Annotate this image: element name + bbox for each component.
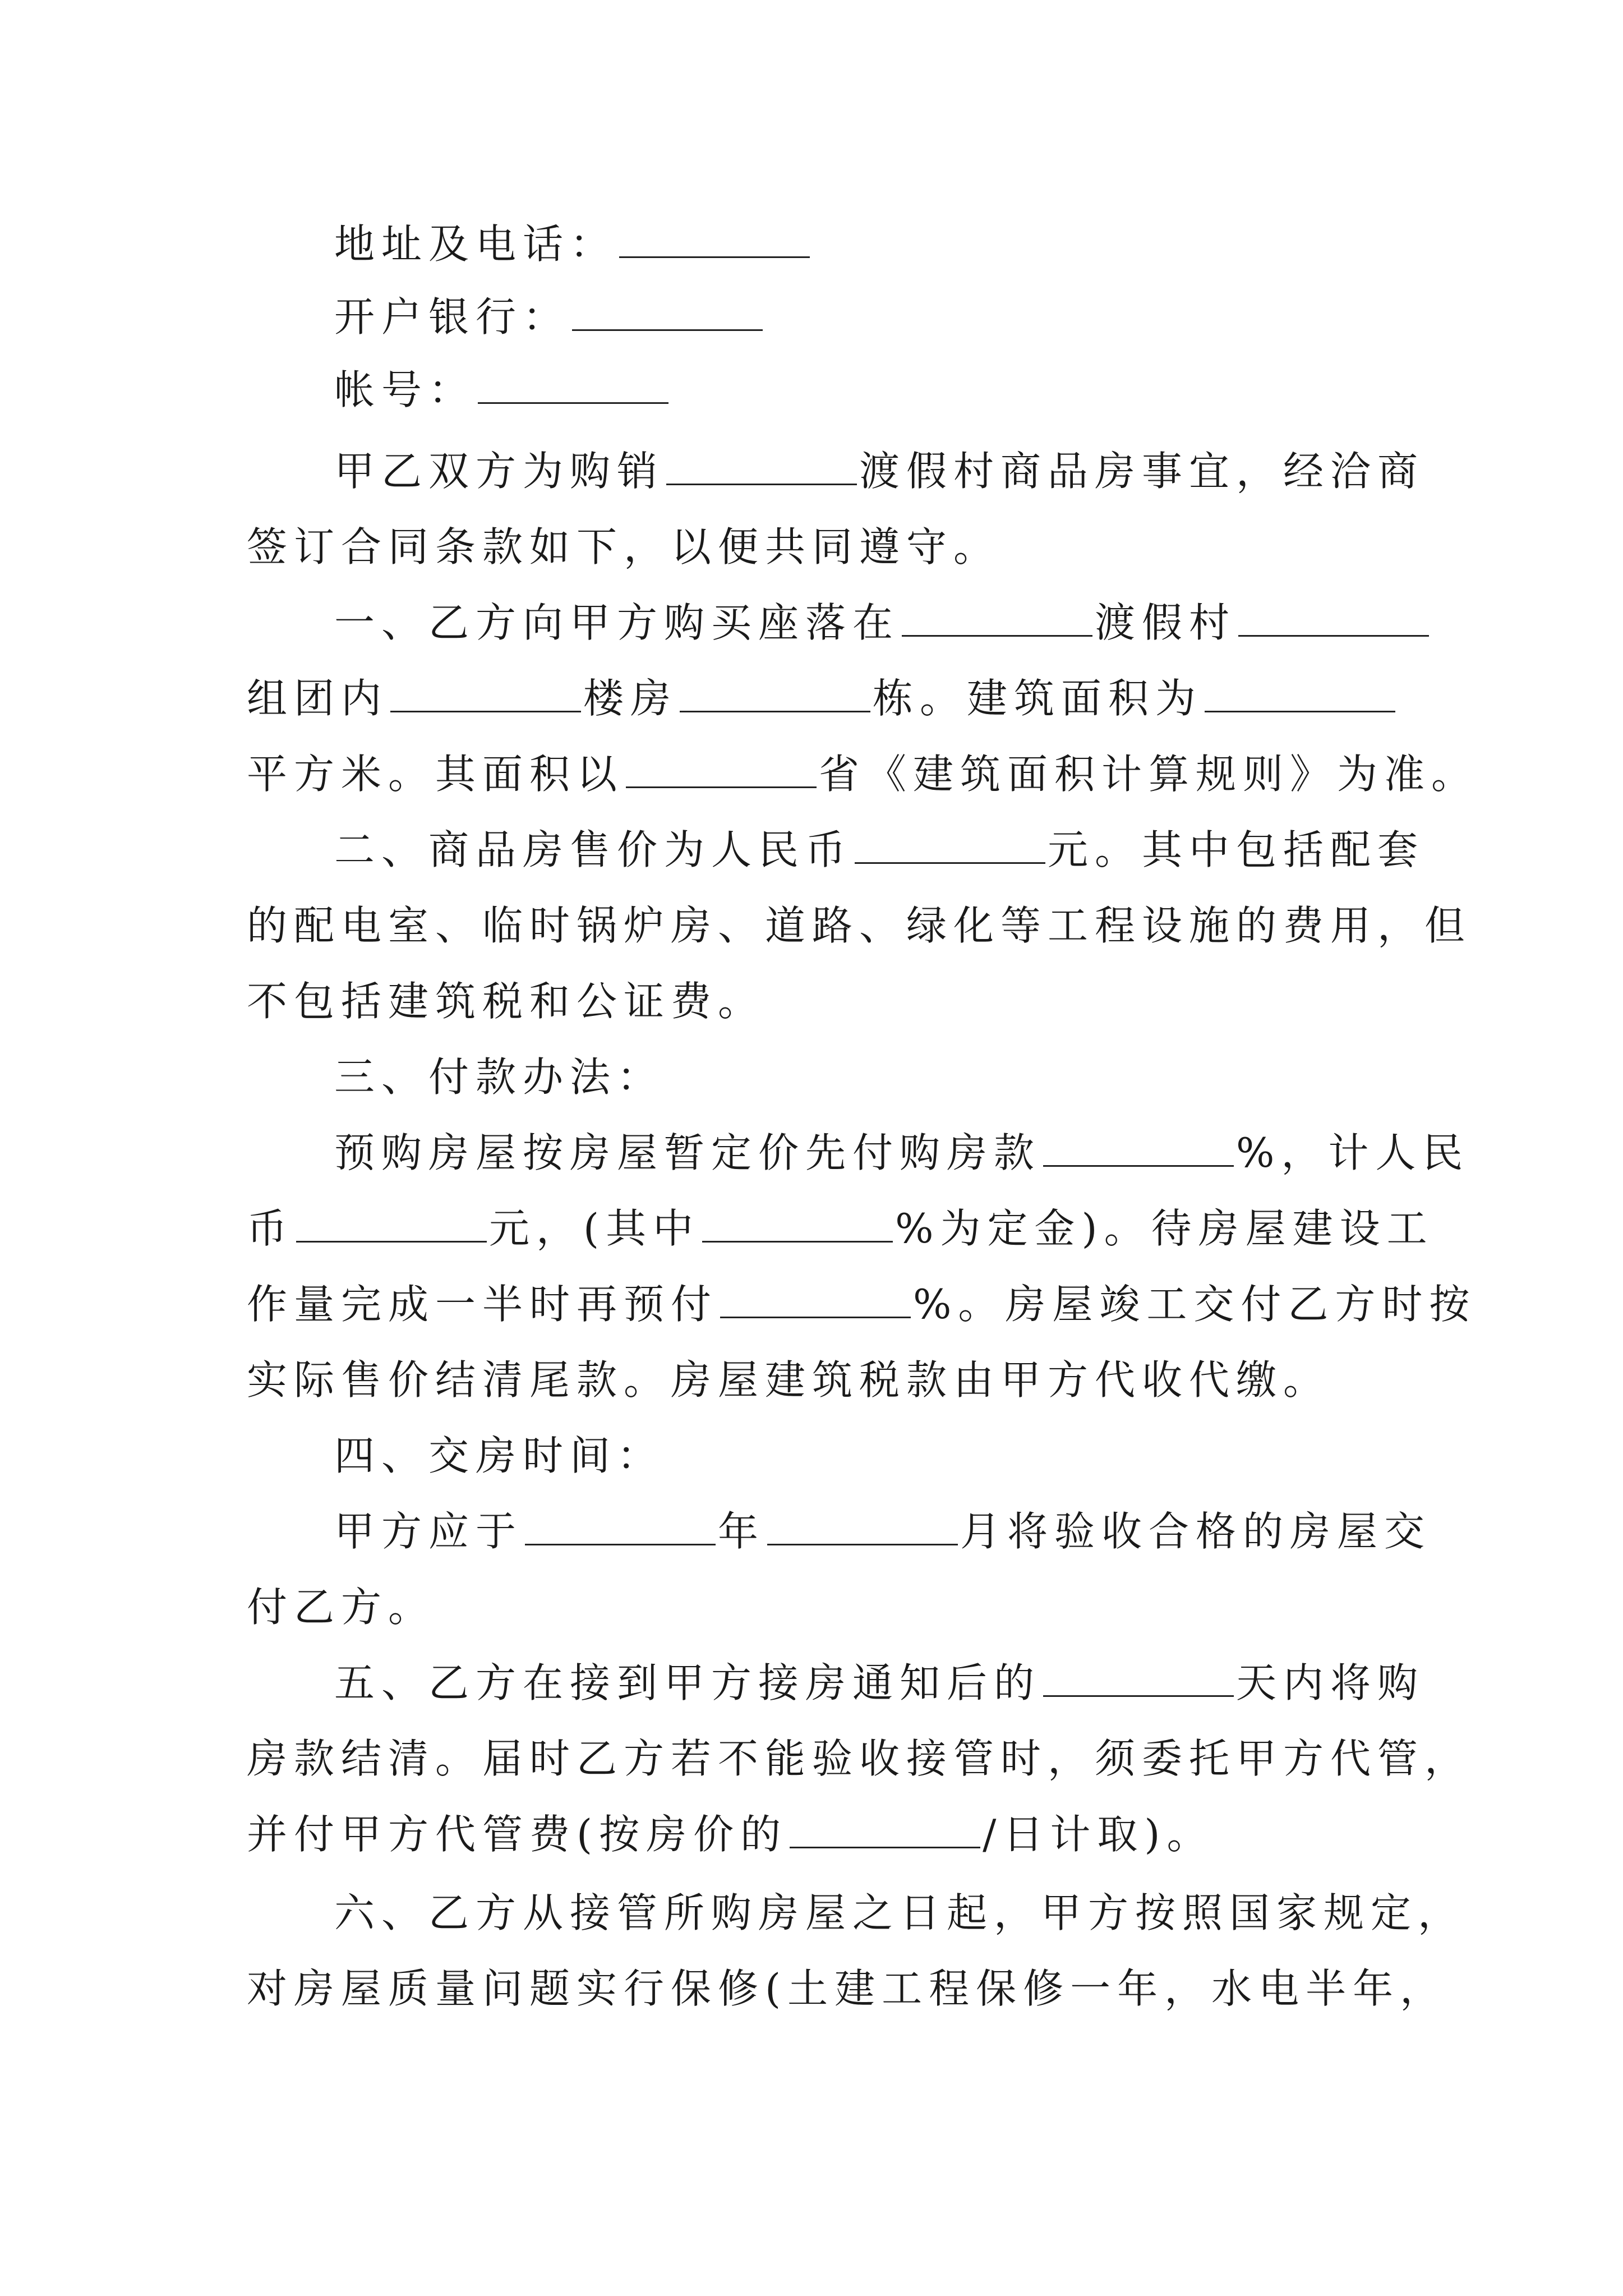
text-segment: 省《建筑面积计算规则》为准。	[819, 751, 1479, 798]
section-heading	[247, 1041, 1391, 1114]
text-segment: 组团内	[247, 675, 389, 722]
blank-field	[790, 1815, 980, 1848]
paragraph-line	[247, 1571, 1391, 1644]
text-segment: 月将验收合格的房屋交	[960, 1508, 1432, 1555]
blank-field	[767, 1512, 958, 1545]
paragraph-line	[247, 435, 1425, 508]
text-segment: /日计取)。	[983, 1811, 1214, 1858]
paragraph-line	[247, 1722, 1472, 1795]
paragraph-line	[247, 1192, 1434, 1265]
blank-field	[720, 1285, 911, 1318]
blank-field	[680, 679, 870, 712]
text-segment: 年	[718, 1508, 766, 1555]
text-segment: 地址及电话：	[334, 220, 617, 268]
text-segment: 的配电室、临时锅炉房、道路、绿化等工程设施的费用，但	[247, 902, 1472, 949]
text-segment: 签订合同条款如下，以便共同遵守。	[247, 523, 1001, 570]
text-segment: 栋。建筑面积为	[873, 675, 1203, 722]
blank-field	[855, 831, 1045, 864]
paragraph-line	[247, 1116, 1470, 1189]
text-segment: 五、乙方在接到甲方接房通知后的	[334, 1659, 1041, 1706]
blank-field	[1043, 1664, 1234, 1697]
paragraph-line	[247, 965, 1391, 1038]
text-segment: 二、商品房售价为人民币	[334, 826, 853, 873]
blank-field	[626, 755, 817, 788]
section-heading	[247, 1419, 1391, 1492]
text-segment: 甲方应于	[334, 1508, 523, 1555]
text-segment: 六、乙方从接管所购房屋之日起，甲方按照国家规定，	[334, 1889, 1465, 1936]
text-segment: 天内将购	[1236, 1659, 1425, 1706]
text-segment: 开户银行：	[334, 293, 570, 341]
paragraph-line	[247, 1495, 1432, 1568]
text-segment: 作量完成一半时再预付	[247, 1281, 718, 1328]
blank-field	[1205, 679, 1395, 712]
text-segment: 甲乙双方为购销	[334, 448, 665, 495]
paragraph-line	[247, 1343, 1391, 1416]
text-segment: 渡假村商品房事宜，经洽商	[859, 448, 1425, 495]
blank-field	[296, 1209, 487, 1243]
text-segment: 房款结清。届时乙方若不能验收接管时，须委托甲方代管，	[247, 1735, 1472, 1782]
text-segment: 三、付款办法：	[334, 1053, 665, 1101]
text-segment: 并付甲方代管费(按房价的	[247, 1811, 788, 1858]
paragraph-line	[247, 889, 1472, 962]
paragraph-line	[247, 813, 1425, 886]
paragraph-line	[247, 510, 1391, 583]
paragraph-line	[247, 1798, 1391, 1871]
paragraph-line	[247, 586, 1391, 659]
text-segment: %为定金)。待房屋建设工	[895, 1205, 1434, 1252]
text-segment: 帐号：	[334, 366, 476, 413]
blank-field	[572, 298, 763, 331]
blank-field	[702, 1209, 893, 1243]
text-segment: 不包括建筑税和公证费。	[247, 978, 766, 1025]
text-segment: 对房屋质量问题实行保修(土建工程保修一年，水电半年，	[247, 1965, 1447, 2012]
text-segment: 一、乙方向甲方购买座落在	[334, 599, 900, 646]
blank-field	[1043, 1134, 1234, 1167]
paragraph-line	[247, 1268, 1477, 1341]
text-segment: %，计人民	[1236, 1129, 1470, 1176]
bank-line	[247, 280, 1391, 353]
text-segment: 四、交房时间：	[334, 1432, 665, 1479]
text-segment: %。房屋竣工交付乙方时按	[913, 1281, 1477, 1328]
text-segment: 楼房	[583, 675, 678, 722]
blank-field	[478, 371, 668, 404]
text-segment: 实际售价结清尾款。房屋建筑税款由甲方代收代缴。	[247, 1356, 1331, 1404]
paragraph-line	[247, 1876, 1465, 1949]
text-segment: 元。其中包括配套	[1048, 826, 1425, 873]
text-segment: 元，(其中	[489, 1205, 700, 1252]
text-segment: 预购房屋按房屋暂定价先付购房款	[334, 1129, 1041, 1176]
paragraph-line	[247, 738, 1479, 811]
blank-field	[390, 679, 581, 712]
blank-field	[1238, 604, 1429, 637]
text-segment: 币	[247, 1205, 294, 1252]
blank-field	[525, 1512, 716, 1545]
blank-field	[619, 225, 810, 258]
text-segment: 平方米。其面积以	[247, 751, 624, 798]
text-segment: 渡假村	[1095, 599, 1237, 646]
blank-field	[666, 452, 857, 485]
address-phone-line	[247, 208, 1391, 280]
text-segment: 付乙方。	[247, 1584, 436, 1631]
account-line	[247, 353, 1391, 426]
paragraph-line	[247, 1952, 1447, 2025]
paragraph-line	[247, 662, 1391, 735]
blank-field	[902, 604, 1092, 637]
paragraph-line	[247, 1646, 1425, 1719]
